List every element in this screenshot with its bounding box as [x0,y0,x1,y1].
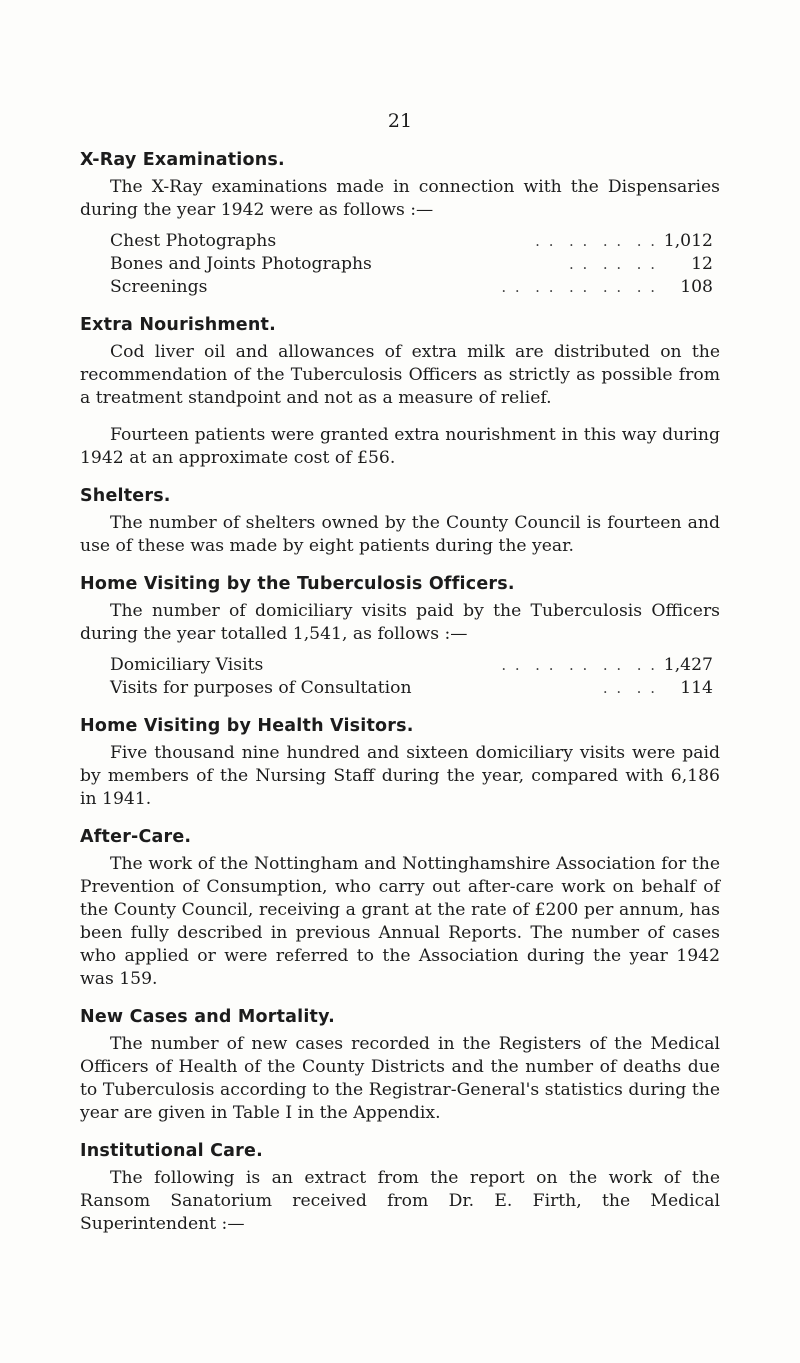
stats-row [110,230,713,253]
stats-value: 108 [680,277,713,297]
new-cases-paragraph: The number of new cases recorded in the Registers of the Medical Officers of Health of the County Districts and the number of deaths due to Tuberculosis according to the Registrar-General's statistics during the year are given in Table I in the Appendix. [80,1034,720,1123]
institutional-paragraph: The following is an extract from the report on the work of the Ransom Sanatorium received from Dr. E. Firth, the Medical Superintendent :— [80,1168,720,1234]
section-xray-examinations [80,150,720,299]
heading-xray-examinations: X-Ray Examinations. [80,150,285,170]
stats-label: Visits for purposes of Consultation [110,678,412,698]
home-tb-stats-table [110,654,713,700]
heading-home-visiting-tb-officers: Home Visiting by the Tuberculosis Officers. [80,574,515,594]
section-extra-nourishment [80,315,720,470]
section-home-visiting-health-visitors [80,716,720,811]
home-tb-intro: The number of domiciliary visits paid by the Tuberculosis Officers during the year totalled 1,541, as follows :— [80,601,720,644]
stats-row [110,654,713,677]
nourishment-paragraph-1: Cod liver oil and allowances of extra milk are distributed on the recommendation of the Tuberculosis Officers as strictly as possible from a treatment standpoint and not as a measure of relief. [80,342,720,408]
heading-home-visiting-health-visitors: Home Visiting by Health Visitors. [80,716,414,736]
stats-value: 12 [691,254,713,274]
leader-dots: . . . . . . . . . . [501,278,657,296]
leader-dots: . . . . . . . . . . [501,656,657,674]
page-content [80,150,720,1252]
home-health-paragraph: Five thousand nine hundred and sixteen domiciliary visits were paid by members of the Nursing Staff during the year, compared with 6,186 in 1941. [80,743,720,809]
section-institutional-care [80,1141,720,1236]
stats-label: Chest Photographs [110,231,277,251]
page-number: 21 [387,110,413,132]
stats-value: 1,427 [663,655,713,675]
heading-extra-nourishment: Extra Nourishment. [80,315,276,335]
leader-dots: . . . . . . . . [535,232,657,250]
heading-shelters: Shelters. [80,486,171,506]
stats-value: 114 [680,678,713,698]
section-home-visiting-tb-officers [80,574,720,700]
xray-intro: The X-Ray examinations made in connection with the Dispensaries during the year 1942 were as follows :— [80,177,720,220]
stats-label: Screenings [110,277,208,297]
heading-institutional-care: Institutional Care. [80,1141,263,1161]
xray-stats-table [110,230,713,299]
section-shelters [80,486,720,558]
stats-row [110,253,713,276]
leader-dots: . . . . [602,679,657,697]
shelters-paragraph: The number of shelters owned by the County Council is fourteen and use of these was made by eight patients during the year. [80,513,720,556]
stats-label: Bones and Joints Photographs [110,254,372,274]
heading-new-cases-mortality: New Cases and Mortality. [80,1007,335,1027]
stats-label: Domiciliary Visits [110,655,264,675]
section-after-care [80,827,720,991]
stats-row [110,677,713,700]
nourishment-paragraph-2: Fourteen patients were granted extra nourishment in this way during 1942 at an approximate cost of £56. [80,425,720,468]
leader-dots: . . . . . . [569,255,657,273]
after-care-paragraph: The work of the Nottingham and Nottinghamshire Association for the Prevention of Consumption, who carry out after-care work on behalf of the County Council, receiving a grant at the rate of £200 per annum, has been fully described in previous Annual Reports. The number of cases who applied or were referred to the Association during the year 1942 was 159. [80,854,720,989]
section-new-cases-mortality [80,1007,720,1125]
heading-after-care: After-Care. [80,827,192,847]
stats-row [110,276,713,299]
stats-value: 1,012 [663,231,713,251]
